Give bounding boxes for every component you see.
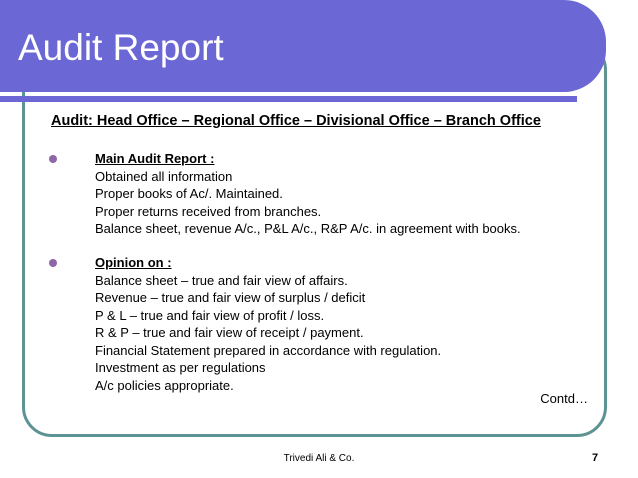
- section-heading: Opinion on :: [95, 255, 172, 270]
- section-heading: Main Audit Report :: [95, 151, 215, 166]
- slide-title: Audit Report: [18, 27, 224, 68]
- footer-company: Trivedi Ali & Co.: [283, 453, 355, 464]
- section-line: Proper books of Ac/. Maintained.: [95, 186, 283, 201]
- continued-label: Contd…: [540, 391, 588, 406]
- section-line: Proper returns received from branches.: [95, 203, 322, 219]
- section-line: P & L – true and fair view of profit / loss.: [95, 307, 325, 323]
- slide-subtitle: Audit: Head Office – Regional Office – Divisional Office – Branch Office: [51, 113, 541, 129]
- section-line: A/c policies appropriate.: [95, 377, 234, 393]
- section-line: Revenue – true and fair view of surplus / deficit: [95, 290, 366, 305]
- section-main-audit-report: [95, 150, 521, 238]
- section-line: Balance sheet – true and fair view of affairs.: [95, 272, 348, 288]
- section-line: R & P – true and fair view of receipt / payment.: [95, 325, 364, 340]
- section-opinion-on: [95, 254, 441, 394]
- title-underline: [0, 96, 577, 102]
- bullet-icon: [49, 259, 57, 267]
- bullet-icon: [49, 155, 57, 163]
- section-line: Financial Statement prepared in accordance with regulation.: [95, 342, 442, 358]
- page-number: 7: [592, 452, 599, 464]
- section-line: Balance sheet, revenue A/c., P&L A/c., R&P A/c. in agreement with books.: [95, 221, 521, 236]
- section-line: Investment as per regulations: [95, 360, 266, 375]
- section-line: Obtained all information: [95, 168, 233, 184]
